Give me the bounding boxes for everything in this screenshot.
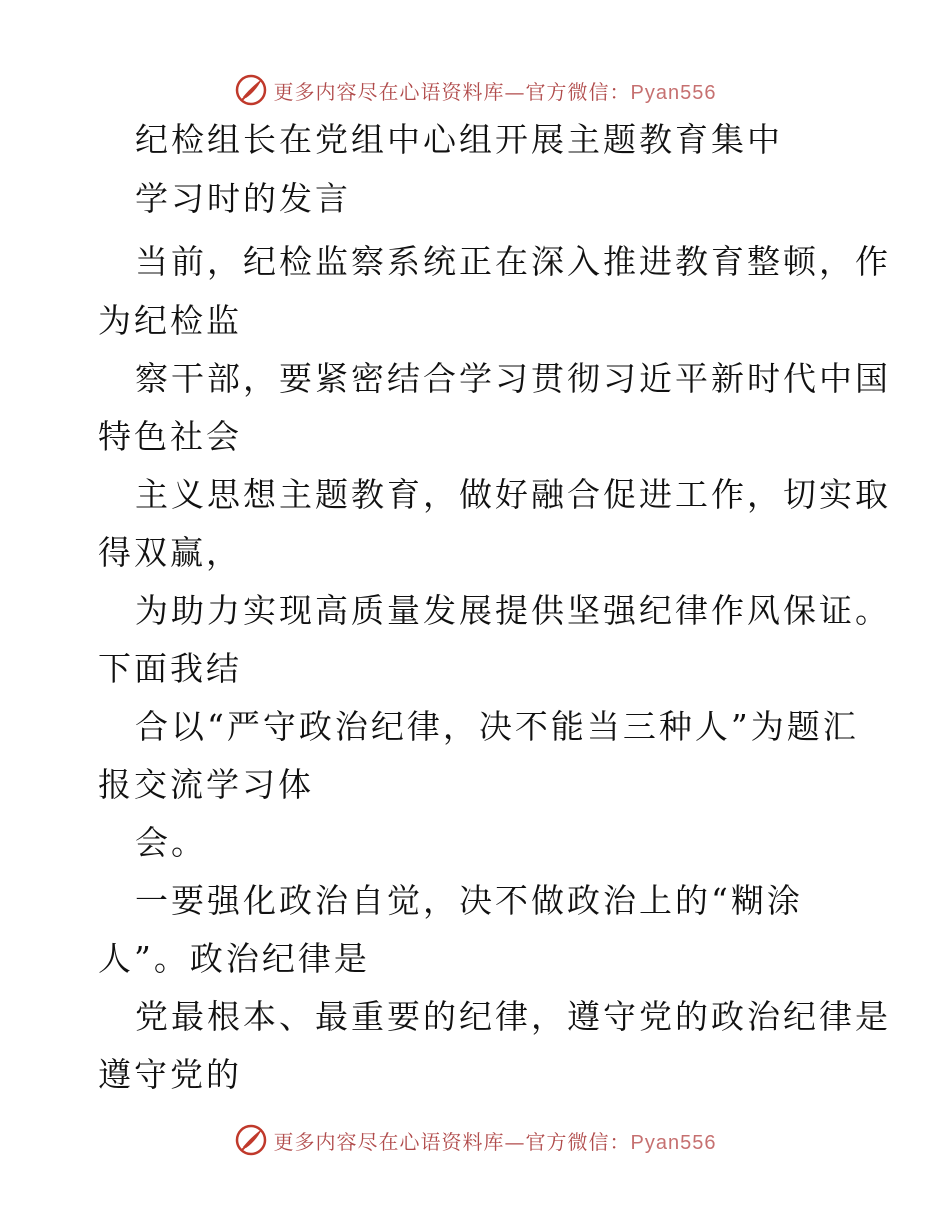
doc-line: 主义思想主题教育，做好融合促进工作，切实取 — [135, 475, 891, 514]
header-banner — [0, 70, 950, 110]
banner-wechat-id: Pyan556 — [630, 81, 717, 104]
doc-line: 合以“严守政治纪律，决不能当三种人”为题汇 — [135, 707, 859, 746]
doc-line: 学习时的发言 — [135, 179, 351, 218]
footer-banner — [0, 1120, 950, 1160]
quill-seal-logo-icon — [234, 73, 268, 107]
doc-line: 纪检组长在党组中心组开展主题教育集中 — [135, 120, 783, 159]
banner-text — [274, 1126, 717, 1155]
doc-line: 察干部，要紧密结合学习贯彻习近平新时代中国 — [135, 359, 891, 398]
doc-line: 为助力实现高质量发展提供坚强纪律作风保证。 — [135, 591, 891, 630]
doc-line: 会。 — [135, 823, 207, 862]
banner-text — [274, 76, 717, 105]
banner-site-text: 更多内容尽在心语资料库—官方微信： — [273, 79, 631, 104]
banner-wechat-id: Pyan556 — [630, 1131, 717, 1154]
doc-line: 下面我结 — [98, 649, 242, 688]
doc-line: 得双赢， — [98, 533, 242, 572]
doc-line: 为纪检监 — [98, 301, 242, 340]
doc-line: 遵守党的 — [98, 1055, 242, 1094]
doc-line: 报交流学习体 — [98, 765, 314, 804]
quill-seal-logo-icon — [234, 1123, 268, 1157]
doc-line: 一要强化政治自觉，决不做政治上的“糊涂 — [135, 881, 803, 920]
banner-site-text: 更多内容尽在心语资料库—官方微信： — [273, 1129, 631, 1154]
doc-line: 当前，纪检监察系统正在深入推进教育整顿，作 — [135, 242, 891, 281]
doc-line: 特色社会 — [98, 417, 242, 456]
doc-line: 人”。政治纪律是 — [98, 939, 370, 978]
doc-line: 党最根本、最重要的纪律，遵守党的政治纪律是 — [135, 997, 891, 1036]
